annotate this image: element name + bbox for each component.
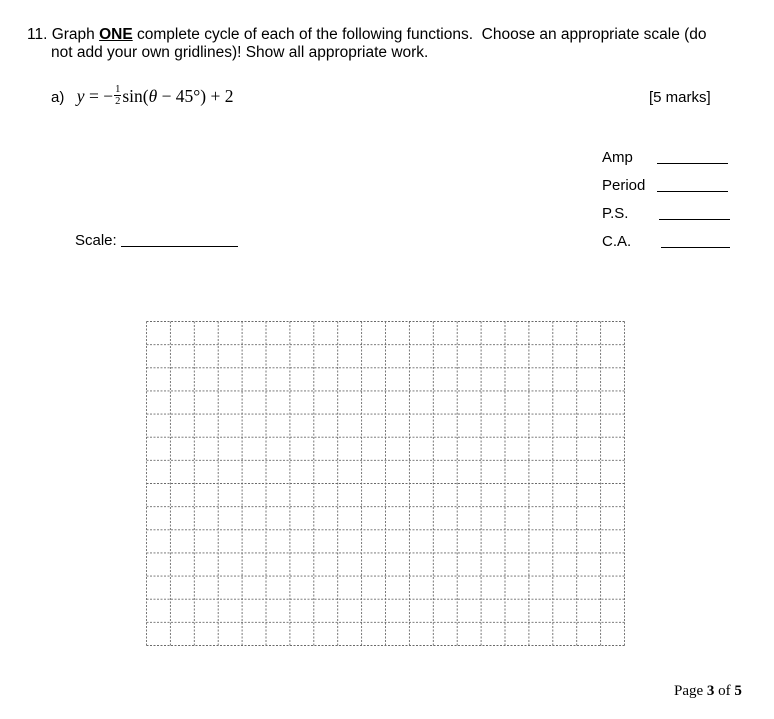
question-number: 11.: [27, 26, 48, 43]
question-text-pre: Graph: [51, 26, 100, 43]
page-number: [674, 683, 742, 700]
scale-label: Scale:: [75, 232, 117, 249]
graph-grid[interactable]: [146, 321, 625, 646]
amp-label: Amp: [602, 149, 633, 166]
question-text-post: complete cycle of each of the following functions. Choose an appropriate scale (do: [132, 26, 707, 43]
equation: [76, 83, 234, 107]
equation-equals: = −: [84, 86, 114, 106]
question-line-2: not add your own gridlines)! Show all appropriate work.: [51, 44, 429, 61]
part-a-equation: [51, 83, 234, 109]
equation-fraction: [114, 85, 121, 107]
page-total: 5: [734, 683, 742, 699]
period-answer-blank[interactable]: [657, 191, 728, 192]
page-current: 3: [706, 683, 715, 699]
question-line-1: [27, 25, 707, 44]
page-word: Page: [674, 683, 704, 699]
central-axis-answer-blank[interactable]: [661, 247, 730, 248]
amp-answer-blank[interactable]: [657, 163, 728, 164]
of-word: of: [718, 683, 731, 699]
equation-theta: θ: [148, 86, 158, 106]
phase-shift-answer-blank[interactable]: [659, 219, 730, 220]
part-a-label: a): [51, 89, 65, 106]
period-label: Period: [602, 177, 646, 194]
marks-label: [5 marks]: [649, 89, 711, 106]
fraction-denominator: 2: [115, 95, 121, 107]
equation-sin: sin(: [122, 86, 149, 106]
graph-grid-svg: [146, 321, 625, 646]
phase-shift-label: P.S.: [602, 205, 629, 222]
equation-rest: − 45°) + 2: [157, 86, 234, 106]
question-emphasis: ONE: [99, 26, 133, 43]
central-axis-label: C.A.: [602, 233, 632, 250]
fraction-numerator: 1: [115, 83, 121, 95]
scale-answer-blank[interactable]: [121, 246, 238, 247]
equation-y: y: [76, 86, 85, 106]
